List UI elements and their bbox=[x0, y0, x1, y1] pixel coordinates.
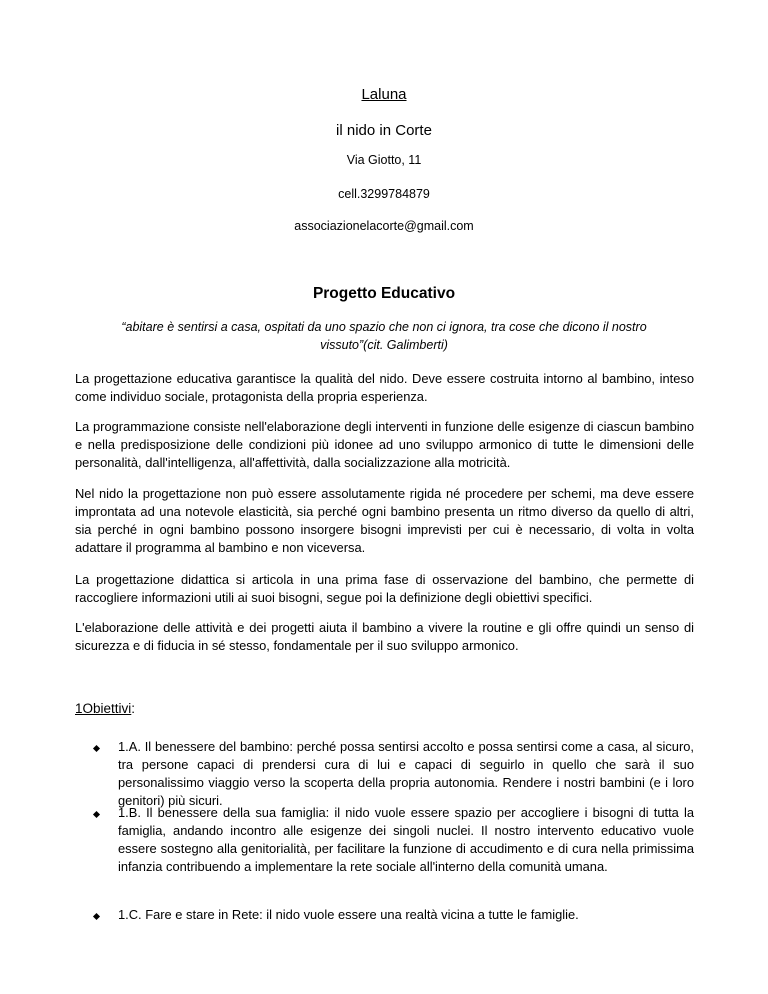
document-title: Progetto Educativo bbox=[312, 285, 456, 302]
org-subtitle: il nido in Corte bbox=[336, 122, 432, 139]
paragraph: La programmazione consiste nell'elaborazione degli interventi in funzione delle esigenze di ciascun bambino e nella predisposizione delle condizioni più idonee ad uno sviluppo armonico di tutte le dimensioni delle personalità, dall'intelligenza, all'affettività, dalla socializzazione alla motricità. bbox=[75, 419, 694, 470]
email-address: associazionelacorte@gmail.com bbox=[294, 219, 474, 233]
paragraph: La progettazione educativa garantisce la qualità del nido. Deve essere costruita intorno al bambino, inteso come individuo sociale, protagonista della propria esperienza. bbox=[75, 371, 694, 404]
bullet-icon bbox=[93, 913, 100, 920]
paragraph: Nel nido la progettazione non può essere assolutamente rigida né procedere per schemi, ma deve essere improntata ad una notevole elasticità, sia perché ogni bambino presenta un ritmo diverso da quello di altri, sia perché in ogni bambino possono insorgere bisogni imprevisti per cui è necessario, di volta in volta adattare il programma al bambino e non viceversa. bbox=[75, 486, 694, 555]
address: Via Giotto, 11 bbox=[346, 153, 422, 167]
paragraph: L'elaborazione delle attività e dei progetti aiuta il bambino a vivere la routine e gli offre quindi un senso di sicurezza e di fiducia in sé stesso, fondamentale per il suo sviluppo armonico. bbox=[75, 620, 694, 653]
paragraph: La progettazione didattica si articola in una prima fase di osservazione del bambino, che permette di raccogliere informazioni utili ai suoi bisogni, segue poi la definizione degli obiettivi specifici. bbox=[75, 572, 694, 605]
objectives-heading-colon: : bbox=[131, 701, 136, 716]
objective-text: 1.B. Il benessere della sua famiglia: il nido vuole essere spazio per accogliere i bisogni di tutta la famiglia, andando incontro alle esigenze dei singoli nuclei. Il nostro intervento educativo vuole essere sostegno alla genitorialità, per facilitare la funzione di accudimento e di cura nella primissima infanzia contribuendo a implementare la rete sociale all'interno della comunità umana. bbox=[118, 805, 694, 874]
epigraph-quote: “abitare è sentirsi a casa, ospitati da uno spazio che non ci ignora, tra cose che dicono il nostro vissuto”(cit. Galimberti) bbox=[121, 320, 647, 352]
objective-text: 1.C. Fare e stare in Rete: il nido vuole essere una realtà vicina a tutte le famiglie. bbox=[118, 907, 579, 922]
objectives-heading bbox=[75, 701, 135, 716]
bullet-icon bbox=[93, 811, 100, 818]
objectives-heading-text: 1Obiettivi bbox=[75, 701, 132, 716]
org-name: Laluna bbox=[361, 86, 407, 103]
bullet-icon bbox=[93, 745, 100, 752]
phone-number: cell.3299784879 bbox=[338, 187, 430, 201]
objective-text: 1.A. Il benessere del bambino: perché possa sentirsi accolto e possa sentirsi come a casa, al sicuro, tra persone capaci di prendersi cura di lui e capaci di seguirlo in quello che sarà il suo personalissimo viaggio verso la scoperta della propria autonomia. Rendere i nostri bambini (e i loro genitori) più sicuri. bbox=[118, 739, 694, 808]
